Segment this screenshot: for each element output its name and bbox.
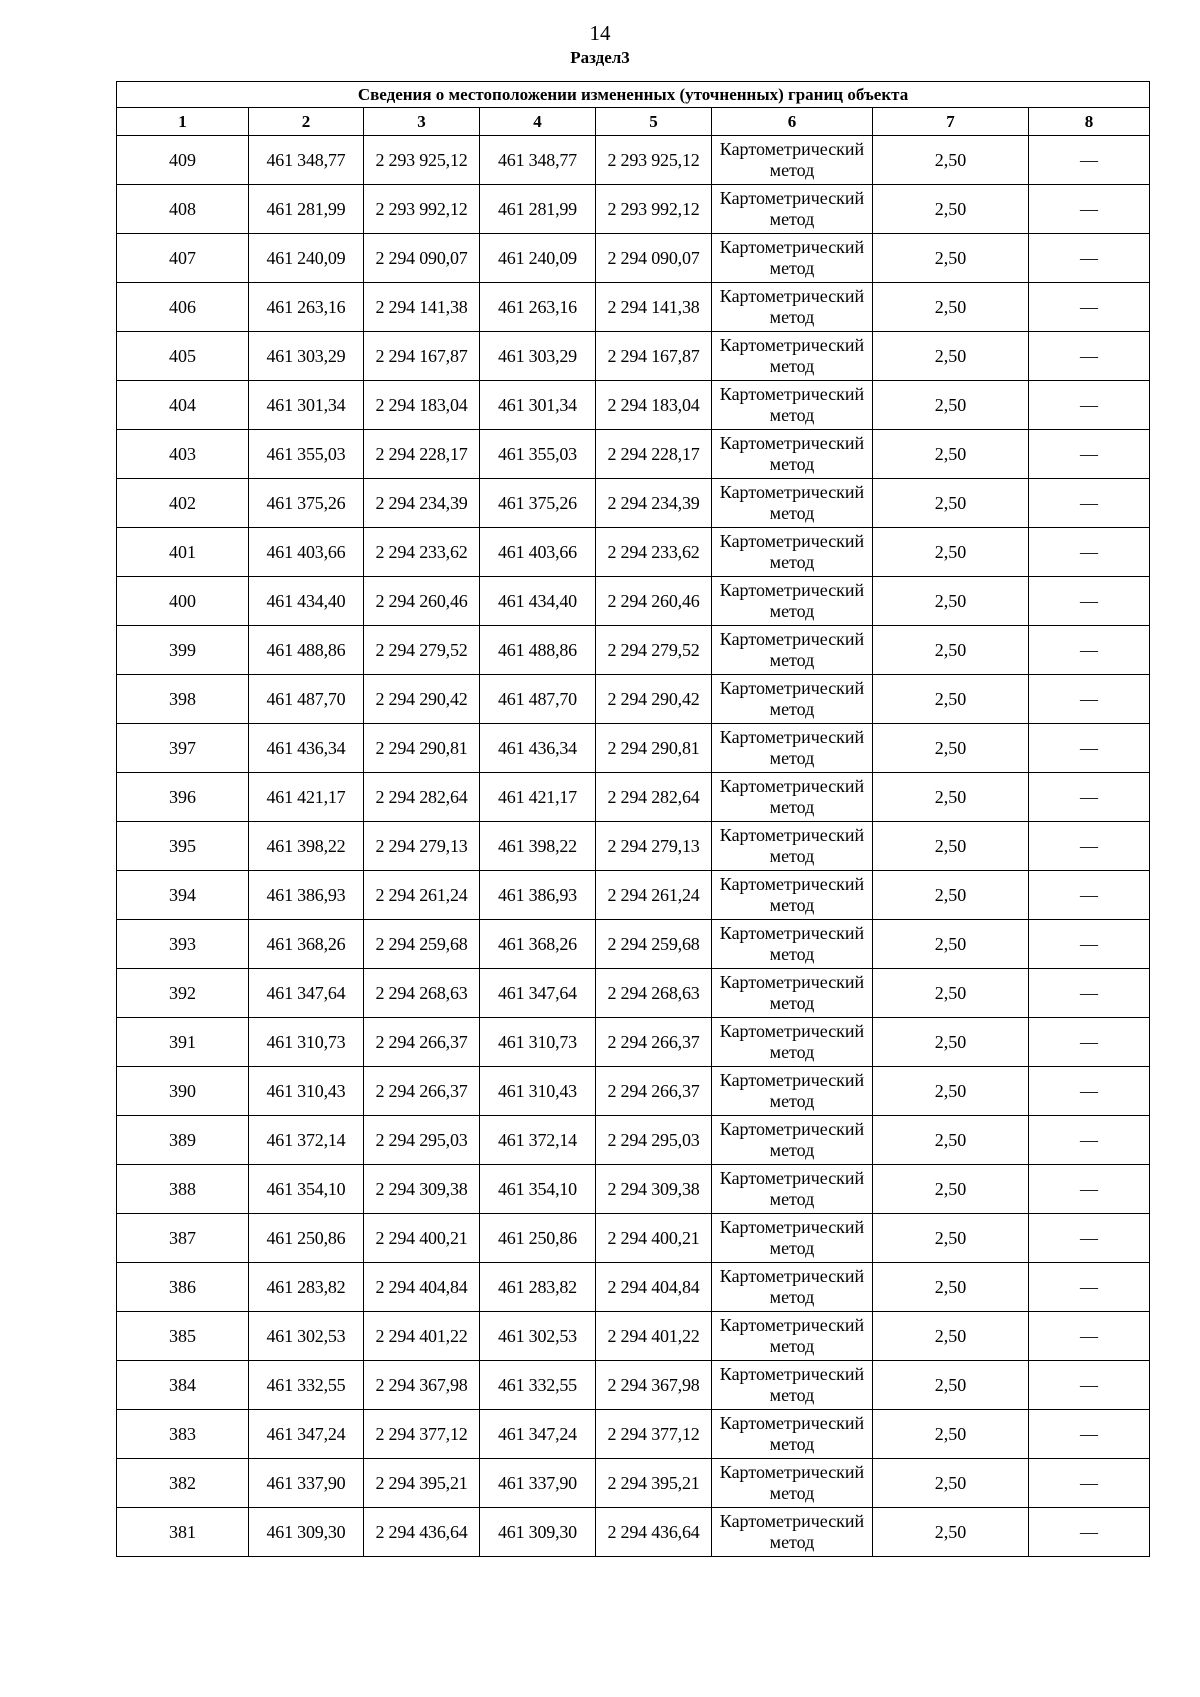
description-cell: — — [1029, 1067, 1150, 1116]
accuracy-cell: 2,50 — [873, 773, 1029, 822]
point-number-cell: 390 — [117, 1067, 249, 1116]
description-cell: — — [1029, 528, 1150, 577]
x-old-cell: 461 372,14 — [249, 1116, 364, 1165]
y-new-cell: 2 294 260,46 — [596, 577, 712, 626]
y-old-cell: 2 294 395,21 — [364, 1459, 480, 1508]
x-old-cell: 461 487,70 — [249, 675, 364, 724]
y-old-cell: 2 293 925,12 — [364, 136, 480, 185]
column-number-7: 7 — [873, 108, 1029, 136]
x-old-cell: 461 386,93 — [249, 871, 364, 920]
description-cell: — — [1029, 332, 1150, 381]
accuracy-cell: 2,50 — [873, 577, 1029, 626]
y-old-cell: 2 294 234,39 — [364, 479, 480, 528]
x-new-cell: 461 250,86 — [480, 1214, 596, 1263]
accuracy-cell: 2,50 — [873, 136, 1029, 185]
accuracy-cell: 2,50 — [873, 332, 1029, 381]
table-row — [117, 1214, 1150, 1263]
y-old-cell: 2 294 266,37 — [364, 1067, 480, 1116]
description-cell: — — [1029, 479, 1150, 528]
y-old-cell: 2 294 167,87 — [364, 332, 480, 381]
table-body — [117, 136, 1150, 1557]
accuracy-cell: 2,50 — [873, 1410, 1029, 1459]
x-old-cell: 461 332,55 — [249, 1361, 364, 1410]
y-old-cell: 2 294 436,64 — [364, 1508, 480, 1557]
method-cell: Картометрический метод — [712, 675, 873, 724]
table-caption: Сведения о местоположении измененных (уточненных) границ объекта — [117, 82, 1150, 108]
method-cell: Картометрический метод — [712, 1410, 873, 1459]
x-new-cell: 461 263,16 — [480, 283, 596, 332]
y-new-cell: 2 294 401,22 — [596, 1312, 712, 1361]
x-new-cell: 461 488,86 — [480, 626, 596, 675]
x-old-cell: 461 355,03 — [249, 430, 364, 479]
x-new-cell: 461 355,03 — [480, 430, 596, 479]
x-new-cell: 461 332,55 — [480, 1361, 596, 1410]
method-cell: Картометрический метод — [712, 136, 873, 185]
table-row — [117, 773, 1150, 822]
x-new-cell: 461 240,09 — [480, 234, 596, 283]
y-new-cell: 2 294 400,21 — [596, 1214, 712, 1263]
y-old-cell: 2 294 367,98 — [364, 1361, 480, 1410]
x-old-cell: 461 348,77 — [249, 136, 364, 185]
y-old-cell: 2 294 400,21 — [364, 1214, 480, 1263]
accuracy-cell: 2,50 — [873, 234, 1029, 283]
y-old-cell: 2 294 228,17 — [364, 430, 480, 479]
description-cell: — — [1029, 283, 1150, 332]
y-old-cell: 2 293 992,12 — [364, 185, 480, 234]
x-old-cell: 461 303,29 — [249, 332, 364, 381]
table-row — [117, 969, 1150, 1018]
x-old-cell: 461 301,34 — [249, 381, 364, 430]
method-cell: Картометрический метод — [712, 822, 873, 871]
table-row — [117, 1459, 1150, 1508]
description-cell: — — [1029, 773, 1150, 822]
accuracy-cell: 2,50 — [873, 528, 1029, 577]
accuracy-cell: 2,50 — [873, 1361, 1029, 1410]
x-old-cell: 461 281,99 — [249, 185, 364, 234]
description-cell: — — [1029, 871, 1150, 920]
description-cell: — — [1029, 724, 1150, 773]
method-cell: Картометрический метод — [712, 1018, 873, 1067]
description-cell: — — [1029, 136, 1150, 185]
accuracy-cell: 2,50 — [873, 1214, 1029, 1263]
method-cell: Картометрический метод — [712, 479, 873, 528]
table-row — [117, 136, 1150, 185]
table-row — [117, 1312, 1150, 1361]
accuracy-cell: 2,50 — [873, 822, 1029, 871]
point-number-cell: 405 — [117, 332, 249, 381]
x-new-cell: 461 301,34 — [480, 381, 596, 430]
point-number-cell: 387 — [117, 1214, 249, 1263]
x-old-cell: 461 403,66 — [249, 528, 364, 577]
point-number-cell: 396 — [117, 773, 249, 822]
x-old-cell: 461 263,16 — [249, 283, 364, 332]
y-new-cell: 2 294 233,62 — [596, 528, 712, 577]
point-number-cell: 388 — [117, 1165, 249, 1214]
point-number-cell: 394 — [117, 871, 249, 920]
description-cell: — — [1029, 1018, 1150, 1067]
point-number-cell: 391 — [117, 1018, 249, 1067]
x-new-cell: 461 310,43 — [480, 1067, 596, 1116]
column-number-8: 8 — [1029, 108, 1150, 136]
accuracy-cell: 2,50 — [873, 1018, 1029, 1067]
table-row — [117, 381, 1150, 430]
method-cell: Картометрический метод — [712, 969, 873, 1018]
table-row — [117, 528, 1150, 577]
accuracy-cell: 2,50 — [873, 675, 1029, 724]
accuracy-cell: 2,50 — [873, 1312, 1029, 1361]
y-old-cell: 2 294 259,68 — [364, 920, 480, 969]
method-cell: Картометрический метод — [712, 1508, 873, 1557]
x-old-cell: 461 283,82 — [249, 1263, 364, 1312]
y-old-cell: 2 294 233,62 — [364, 528, 480, 577]
point-number-cell: 397 — [117, 724, 249, 773]
y-old-cell: 2 294 279,13 — [364, 822, 480, 871]
y-old-cell: 2 294 261,24 — [364, 871, 480, 920]
x-new-cell: 461 487,70 — [480, 675, 596, 724]
x-old-cell: 461 375,26 — [249, 479, 364, 528]
description-cell: — — [1029, 1263, 1150, 1312]
method-cell: Картометрический метод — [712, 234, 873, 283]
x-new-cell: 461 337,90 — [480, 1459, 596, 1508]
method-cell: Картометрический метод — [712, 381, 873, 430]
x-new-cell: 461 302,53 — [480, 1312, 596, 1361]
method-cell: Картометрический метод — [712, 1214, 873, 1263]
x-old-cell: 461 309,30 — [249, 1508, 364, 1557]
section-title: Раздел3 — [570, 48, 630, 67]
table-row — [117, 1165, 1150, 1214]
accuracy-cell: 2,50 — [873, 626, 1029, 675]
y-new-cell: 2 294 268,63 — [596, 969, 712, 1018]
x-old-cell: 461 302,53 — [249, 1312, 364, 1361]
table-row — [117, 283, 1150, 332]
point-number-cell: 404 — [117, 381, 249, 430]
x-old-cell: 461 310,73 — [249, 1018, 364, 1067]
table-row — [117, 1067, 1150, 1116]
y-new-cell: 2 294 090,07 — [596, 234, 712, 283]
method-cell: Картометрический метод — [712, 773, 873, 822]
method-cell: Картометрический метод — [712, 283, 873, 332]
y-new-cell: 2 294 395,21 — [596, 1459, 712, 1508]
point-number-cell: 392 — [117, 969, 249, 1018]
y-new-cell: 2 294 266,37 — [596, 1067, 712, 1116]
y-old-cell: 2 294 282,64 — [364, 773, 480, 822]
description-cell: — — [1029, 1214, 1150, 1263]
y-new-cell: 2 294 228,17 — [596, 430, 712, 479]
table-row — [117, 871, 1150, 920]
accuracy-cell: 2,50 — [873, 1459, 1029, 1508]
description-cell: — — [1029, 1459, 1150, 1508]
accuracy-cell: 2,50 — [873, 920, 1029, 969]
y-new-cell: 2 294 266,37 — [596, 1018, 712, 1067]
table-row — [117, 675, 1150, 724]
description-cell: — — [1029, 675, 1150, 724]
x-new-cell: 461 375,26 — [480, 479, 596, 528]
point-number-cell: 407 — [117, 234, 249, 283]
description-cell: — — [1029, 234, 1150, 283]
accuracy-cell: 2,50 — [873, 724, 1029, 773]
accuracy-cell: 2,50 — [873, 381, 1029, 430]
method-cell: Картометрический метод — [712, 1361, 873, 1410]
table-row — [117, 920, 1150, 969]
description-cell: — — [1029, 969, 1150, 1018]
point-number-cell: 400 — [117, 577, 249, 626]
y-new-cell: 2 294 377,12 — [596, 1410, 712, 1459]
point-number-cell: 408 — [117, 185, 249, 234]
x-old-cell: 461 310,43 — [249, 1067, 364, 1116]
y-old-cell: 2 294 260,46 — [364, 577, 480, 626]
accuracy-cell: 2,50 — [873, 1067, 1029, 1116]
page-number: 14 — [589, 21, 611, 45]
point-number-cell: 403 — [117, 430, 249, 479]
table-row — [117, 430, 1150, 479]
y-new-cell: 2 294 404,84 — [596, 1263, 712, 1312]
table-row — [117, 822, 1150, 871]
y-new-cell: 2 294 183,04 — [596, 381, 712, 430]
table-row — [117, 1116, 1150, 1165]
boundary-coordinates-table — [116, 81, 1150, 1557]
point-number-cell: 401 — [117, 528, 249, 577]
method-cell: Картометрический метод — [712, 1116, 873, 1165]
column-number-2: 2 — [249, 108, 364, 136]
y-old-cell: 2 294 290,42 — [364, 675, 480, 724]
x-new-cell: 461 347,24 — [480, 1410, 596, 1459]
description-cell: — — [1029, 185, 1150, 234]
x-old-cell: 461 250,86 — [249, 1214, 364, 1263]
description-cell: — — [1029, 430, 1150, 479]
description-cell: — — [1029, 577, 1150, 626]
y-new-cell: 2 294 279,52 — [596, 626, 712, 675]
point-number-cell: 383 — [117, 1410, 249, 1459]
column-number-6: 6 — [712, 108, 873, 136]
x-new-cell: 461 403,66 — [480, 528, 596, 577]
description-cell: — — [1029, 381, 1150, 430]
method-cell: Картометрический метод — [712, 528, 873, 577]
method-cell: Картометрический метод — [712, 1067, 873, 1116]
column-number-5: 5 — [596, 108, 712, 136]
y-old-cell: 2 294 090,07 — [364, 234, 480, 283]
accuracy-cell: 2,50 — [873, 1165, 1029, 1214]
y-old-cell: 2 294 401,22 — [364, 1312, 480, 1361]
description-cell: — — [1029, 1410, 1150, 1459]
x-new-cell: 461 347,64 — [480, 969, 596, 1018]
accuracy-cell: 2,50 — [873, 479, 1029, 528]
accuracy-cell: 2,50 — [873, 430, 1029, 479]
x-new-cell: 461 310,73 — [480, 1018, 596, 1067]
point-number-cell: 389 — [117, 1116, 249, 1165]
x-old-cell: 461 398,22 — [249, 822, 364, 871]
description-cell: — — [1029, 822, 1150, 871]
table-row — [117, 234, 1150, 283]
table-row — [117, 577, 1150, 626]
y-new-cell: 2 294 290,81 — [596, 724, 712, 773]
accuracy-cell: 2,50 — [873, 185, 1029, 234]
method-cell: Картометрический метод — [712, 185, 873, 234]
point-number-cell: 398 — [117, 675, 249, 724]
x-old-cell: 461 347,64 — [249, 969, 364, 1018]
y-new-cell: 2 294 367,98 — [596, 1361, 712, 1410]
accuracy-cell: 2,50 — [873, 969, 1029, 1018]
point-number-cell: 386 — [117, 1263, 249, 1312]
table-row — [117, 185, 1150, 234]
y-old-cell: 2 294 268,63 — [364, 969, 480, 1018]
method-cell: Картометрический метод — [712, 920, 873, 969]
column-number-1: 1 — [117, 108, 249, 136]
y-old-cell: 2 294 141,38 — [364, 283, 480, 332]
y-new-cell: 2 294 309,38 — [596, 1165, 712, 1214]
accuracy-cell: 2,50 — [873, 1116, 1029, 1165]
y-old-cell: 2 294 183,04 — [364, 381, 480, 430]
description-cell: — — [1029, 626, 1150, 675]
y-old-cell: 2 294 309,38 — [364, 1165, 480, 1214]
method-cell: Картометрический метод — [712, 430, 873, 479]
description-cell: — — [1029, 1312, 1150, 1361]
point-number-cell: 382 — [117, 1459, 249, 1508]
table-row — [117, 1361, 1150, 1410]
table-row — [117, 1018, 1150, 1067]
method-cell: Картометрический метод — [712, 1459, 873, 1508]
column-number-row — [117, 108, 1150, 136]
y-new-cell: 2 294 282,64 — [596, 773, 712, 822]
y-new-cell: 2 293 992,12 — [596, 185, 712, 234]
point-number-cell: 395 — [117, 822, 249, 871]
table-row — [117, 724, 1150, 773]
y-new-cell: 2 294 167,87 — [596, 332, 712, 381]
accuracy-cell: 2,50 — [873, 1508, 1029, 1557]
x-old-cell: 461 337,90 — [249, 1459, 364, 1508]
table-row — [117, 626, 1150, 675]
x-new-cell: 461 309,30 — [480, 1508, 596, 1557]
table-row — [117, 332, 1150, 381]
x-new-cell: 461 436,34 — [480, 724, 596, 773]
point-number-cell: 409 — [117, 136, 249, 185]
method-cell: Картометрический метод — [712, 332, 873, 381]
accuracy-cell: 2,50 — [873, 871, 1029, 920]
y-new-cell: 2 294 261,24 — [596, 871, 712, 920]
x-old-cell: 461 368,26 — [249, 920, 364, 969]
y-new-cell: 2 294 259,68 — [596, 920, 712, 969]
description-cell: — — [1029, 1508, 1150, 1557]
accuracy-cell: 2,50 — [873, 283, 1029, 332]
y-old-cell: 2 294 377,12 — [364, 1410, 480, 1459]
column-number-4: 4 — [480, 108, 596, 136]
point-number-cell: 385 — [117, 1312, 249, 1361]
x-new-cell: 461 398,22 — [480, 822, 596, 871]
y-new-cell: 2 293 925,12 — [596, 136, 712, 185]
method-cell: Картометрический метод — [712, 871, 873, 920]
x-new-cell: 461 303,29 — [480, 332, 596, 381]
x-new-cell: 461 368,26 — [480, 920, 596, 969]
description-cell: — — [1029, 920, 1150, 969]
x-new-cell: 461 348,77 — [480, 136, 596, 185]
y-old-cell: 2 294 295,03 — [364, 1116, 480, 1165]
y-new-cell: 2 294 290,42 — [596, 675, 712, 724]
method-cell: Картометрический метод — [712, 1312, 873, 1361]
y-old-cell: 2 294 266,37 — [364, 1018, 480, 1067]
method-cell: Картометрический метод — [712, 626, 873, 675]
table-row — [117, 1410, 1150, 1459]
point-number-cell: 381 — [117, 1508, 249, 1557]
x-old-cell: 461 488,86 — [249, 626, 364, 675]
description-cell: — — [1029, 1116, 1150, 1165]
x-new-cell: 461 372,14 — [480, 1116, 596, 1165]
x-new-cell: 461 386,93 — [480, 871, 596, 920]
table-row — [117, 1263, 1150, 1312]
y-new-cell: 2 294 279,13 — [596, 822, 712, 871]
accuracy-cell: 2,50 — [873, 1263, 1029, 1312]
method-cell: Картометрический метод — [712, 577, 873, 626]
x-old-cell: 461 421,17 — [249, 773, 364, 822]
x-new-cell: 461 281,99 — [480, 185, 596, 234]
x-old-cell: 461 240,09 — [249, 234, 364, 283]
point-number-cell: 406 — [117, 283, 249, 332]
x-old-cell: 461 347,24 — [249, 1410, 364, 1459]
y-new-cell: 2 294 436,64 — [596, 1508, 712, 1557]
method-cell: Картометрический метод — [712, 1165, 873, 1214]
point-number-cell: 402 — [117, 479, 249, 528]
table-row — [117, 479, 1150, 528]
point-number-cell: 393 — [117, 920, 249, 969]
y-new-cell: 2 294 141,38 — [596, 283, 712, 332]
table-row — [117, 1508, 1150, 1557]
x-new-cell: 461 421,17 — [480, 773, 596, 822]
point-number-cell: 399 — [117, 626, 249, 675]
x-new-cell: 461 434,40 — [480, 577, 596, 626]
y-new-cell: 2 294 234,39 — [596, 479, 712, 528]
x-new-cell: 461 354,10 — [480, 1165, 596, 1214]
description-cell: — — [1029, 1361, 1150, 1410]
y-old-cell: 2 294 279,52 — [364, 626, 480, 675]
method-cell: Картометрический метод — [712, 1263, 873, 1312]
y-old-cell: 2 294 290,81 — [364, 724, 480, 773]
x-new-cell: 461 283,82 — [480, 1263, 596, 1312]
x-old-cell: 461 354,10 — [249, 1165, 364, 1214]
description-cell: — — [1029, 1165, 1150, 1214]
method-cell: Картометрический метод — [712, 724, 873, 773]
x-old-cell: 461 436,34 — [249, 724, 364, 773]
point-number-cell: 384 — [117, 1361, 249, 1410]
column-number-3: 3 — [364, 108, 480, 136]
y-new-cell: 2 294 295,03 — [596, 1116, 712, 1165]
x-old-cell: 461 434,40 — [249, 577, 364, 626]
y-old-cell: 2 294 404,84 — [364, 1263, 480, 1312]
